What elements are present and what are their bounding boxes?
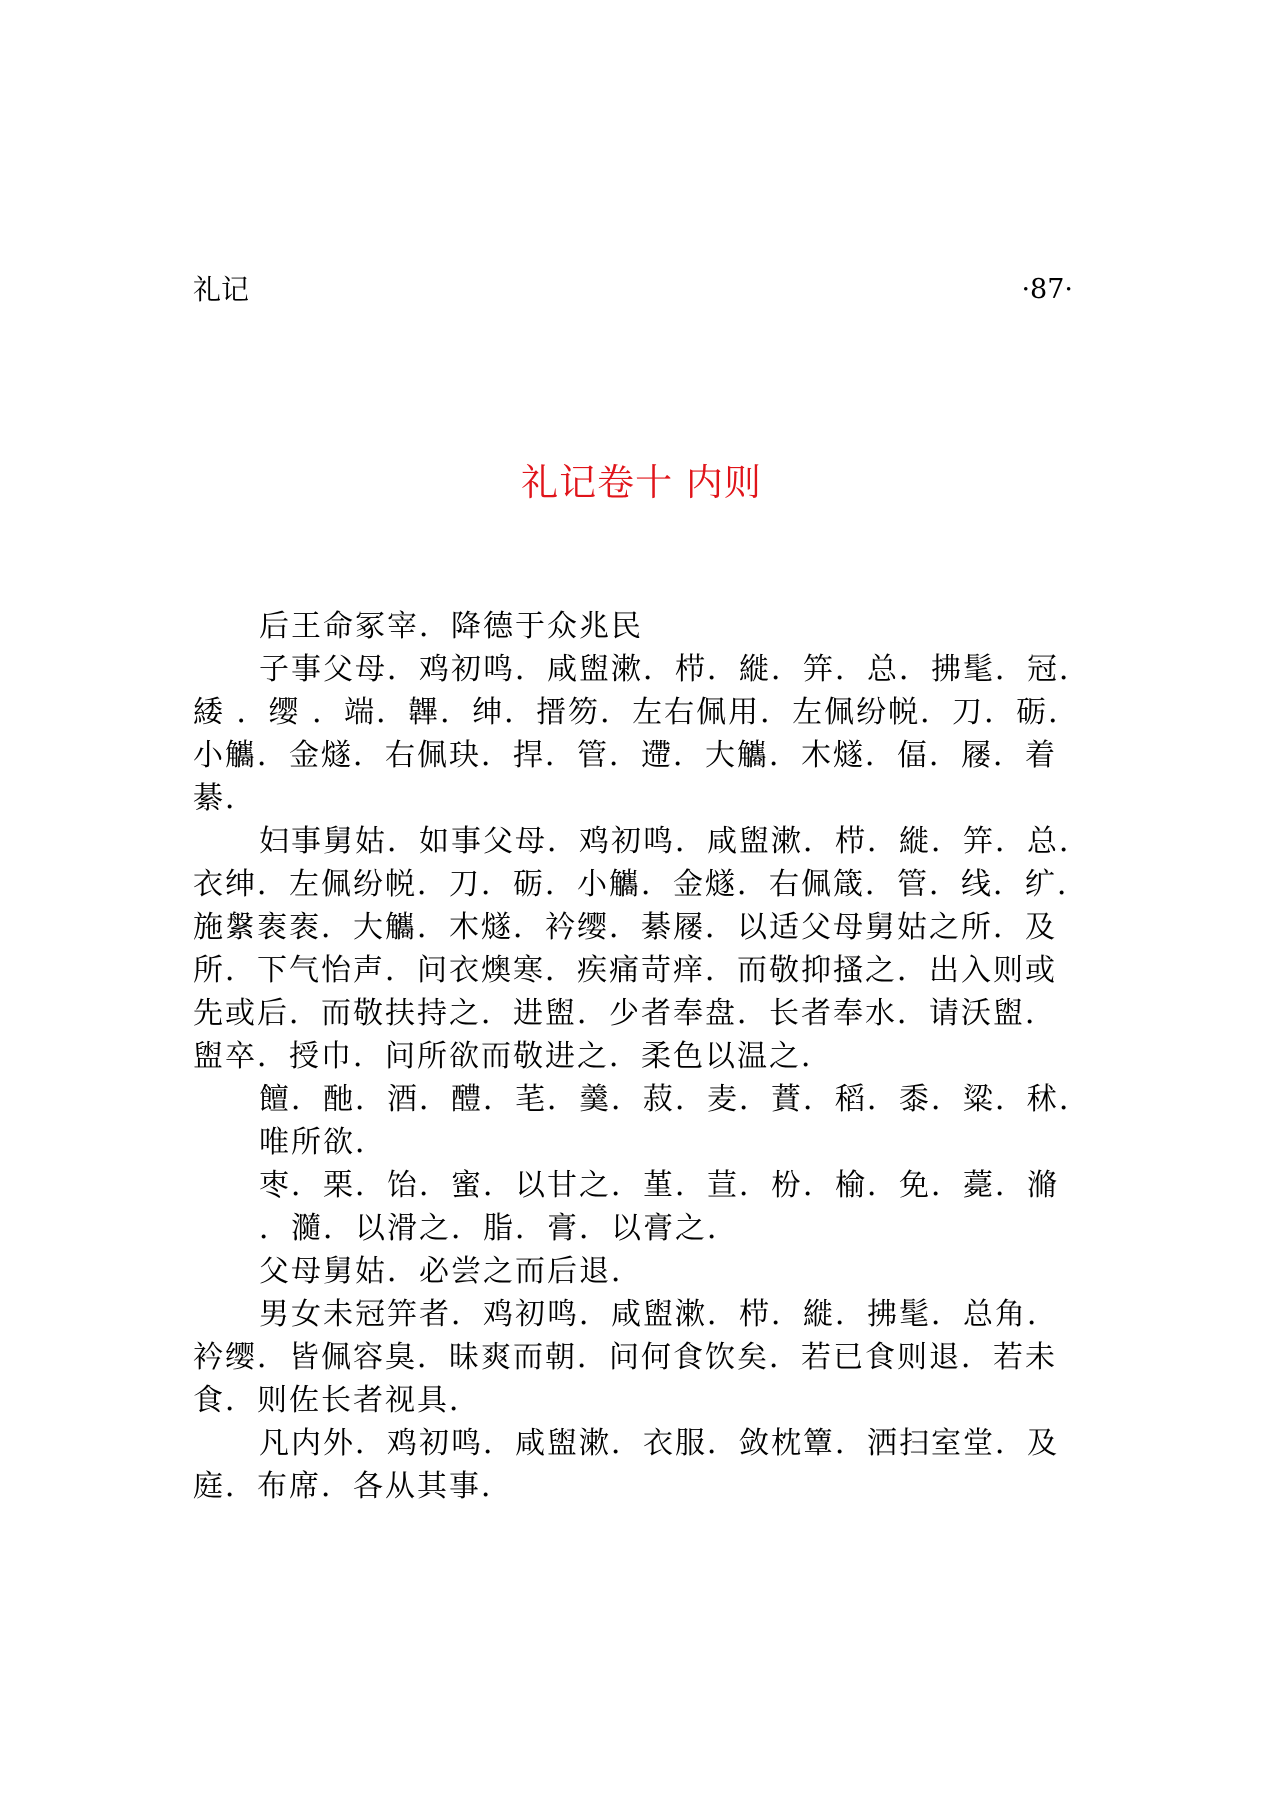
page-number: ·87· — [1021, 274, 1073, 305]
text-line: 緌 ．缨 ．端．韠．绅．搢笏．左右佩用．左佩纷帨．刀．砺． — [193, 695, 1081, 730]
text-line: 食．则佐长者视具． — [193, 1383, 481, 1418]
text-line: 妇事舅姑．如事父母．鸡初鸣．咸盥漱．栉．縰．笄．总． — [259, 824, 1091, 859]
text-line: ．瀡．以滑之．脂．膏．以膏之． — [259, 1211, 739, 1246]
text-line: 小觿．金燧．右佩玦．捍．管．遰．大觿．木燧．偪．屦．着 — [193, 738, 1057, 773]
running-header — [193, 270, 1073, 310]
text-line: 父母舅姑．必尝之而后退． — [259, 1254, 643, 1289]
text-line: 唯所欲． — [259, 1125, 387, 1160]
text-line: 衿缨．皆佩容臭．昧爽而朝．问何食饮矣．若已食则退．若未 — [193, 1340, 1057, 1375]
text-line: 后王命冢宰．降德于众兆民 — [259, 609, 643, 644]
text-line: 饘．酏．酒．醴．芼．羹．菽．麦．蕡．稻．黍．粱．秫． — [259, 1082, 1091, 1117]
body-text — [193, 605, 1093, 1508]
text-line: 衣绅．左佩纷帨．刀．砺．小觿．金燧．右佩箴．管．线．纩． — [193, 867, 1089, 902]
text-line: 盥卒．授巾．问所欲而敬进之．柔色以温之． — [193, 1039, 833, 1074]
text-line: 先或后．而敬扶持之．进盥．少者奉盘．长者奉水．请沃盥． — [193, 996, 1057, 1031]
text-line: 綦． — [193, 781, 257, 816]
text-line: 子事父母．鸡初鸣．咸盥漱．栉．縰．笄．总．拂髦．冠． — [259, 652, 1091, 687]
book-name: 礼记 — [193, 273, 250, 306]
text-line: 凡内外．鸡初鸣．咸盥漱．衣服．敛枕簟．洒扫室堂．及 — [259, 1426, 1059, 1461]
text-line: 庭．布席．各从其事． — [193, 1469, 513, 1504]
text-line: 所．下气怡声．问衣燠寒．疾痛苛痒．而敬抑搔之．出入则或 — [193, 953, 1057, 988]
text-line: 枣．栗．饴．蜜．以甘之．堇．荁．枌．榆．免．薧．滫 — [259, 1168, 1059, 1203]
text-line: 男女未冠笄者．鸡初鸣．咸盥漱．栉．縰．拂髦．总角． — [259, 1297, 1059, 1332]
text-line: 施縏袠袠．大觿．木燧．衿缨．綦屦．以适父母舅姑之所．及 — [193, 910, 1057, 945]
chapter-title: 礼记卷十 内则 — [521, 461, 762, 504]
